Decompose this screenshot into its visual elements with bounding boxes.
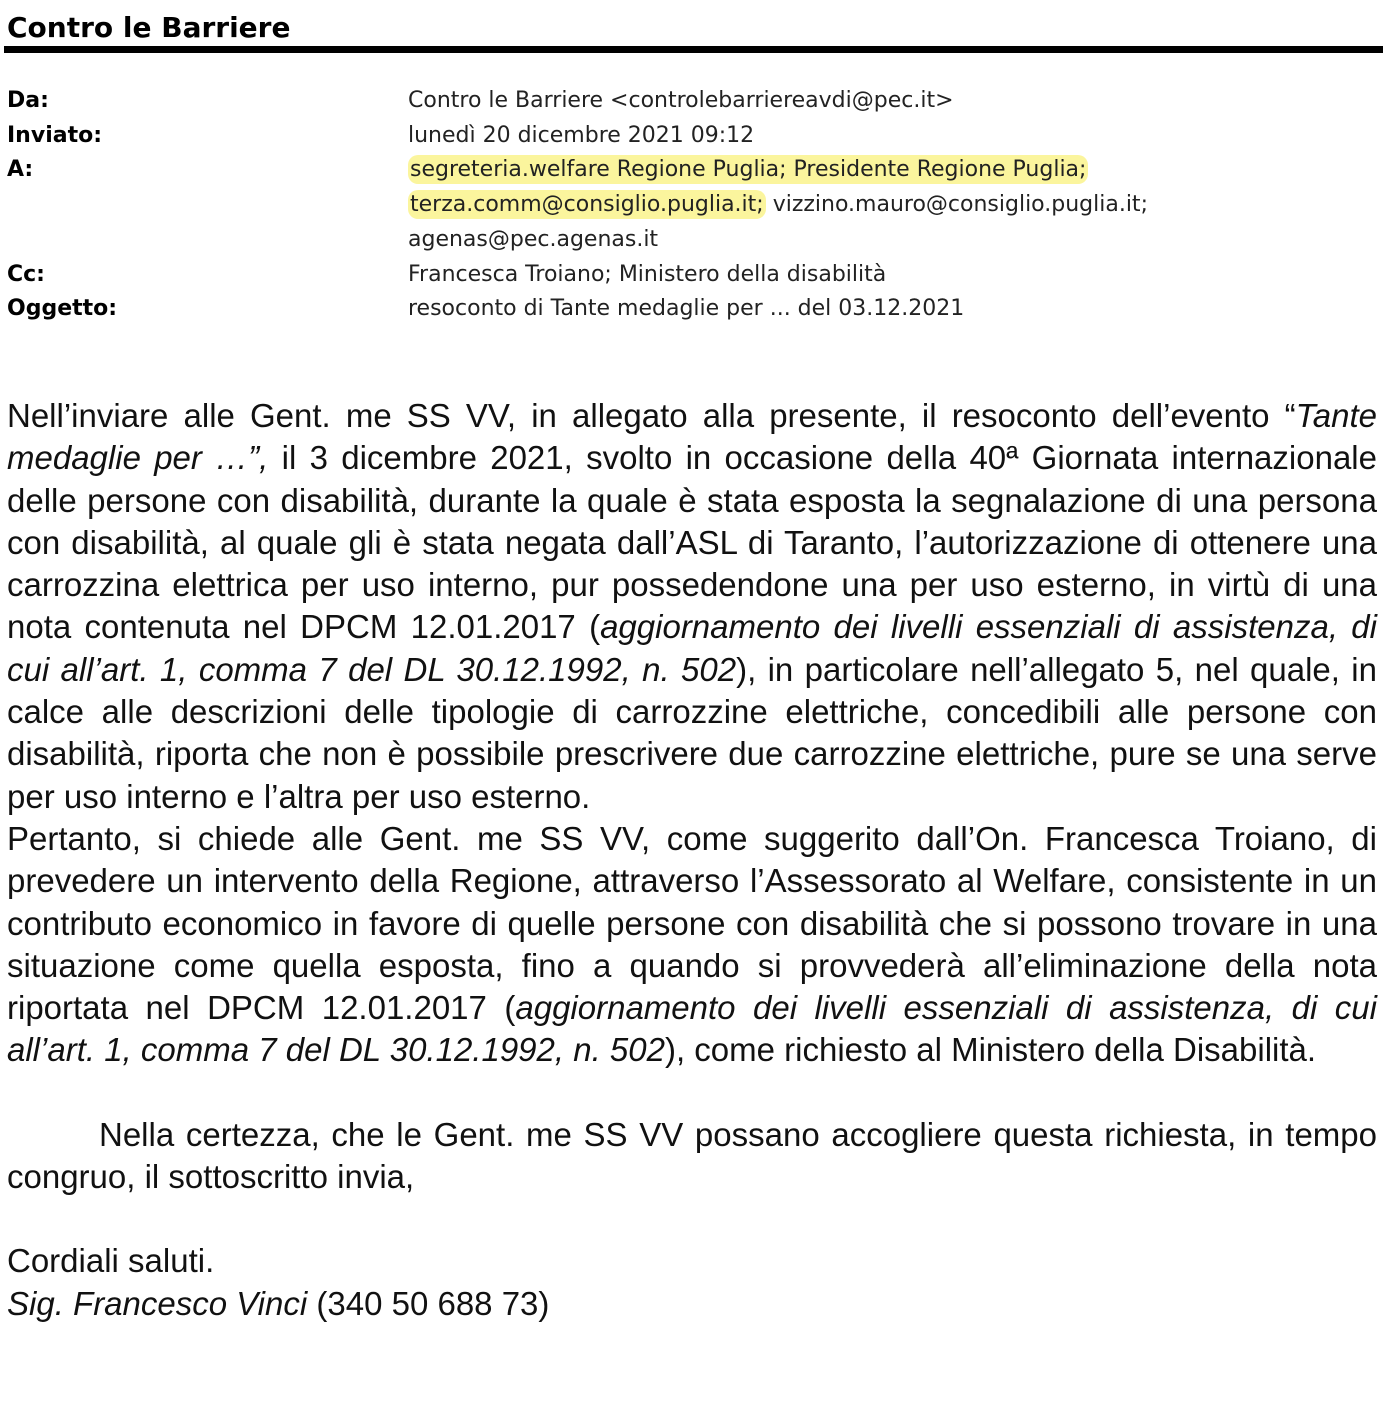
from-value: Contro le Barriere <controlebarriereavdi@pec.it> — [408, 88, 954, 113]
sent-value: lunedì 20 dicembre 2021 09:12 — [408, 122, 755, 148]
body-paragraph-2 — [7, 818, 1377, 1072]
p1-text-e: ), in particolare nell’allegato 5, nel quale, in calce alle descrizioni delle tipologie di carrozzine elettriche, concedibili alle persone con disabilità, riporta che non è possibile prescrivere due carrozzine elettriche, pure se una serve per uso interno e l’altra per uso esterno. — [7, 650, 1377, 815]
to-line-3: agenas@pec.agenas.it — [408, 226, 659, 252]
header-divider — [4, 46, 1383, 53]
subject-label: Oggetto: — [7, 296, 118, 322]
cc-value: Francesca Troiano; Ministero della disabilità — [408, 261, 887, 287]
p2-text-a: Pertanto, si chiede alle Gent. me SS VV, come suggerito dall’On. Francesca Troiano, di prevedere un intervento della Regione, attraverso l’Assessorato al Welfare, consistente in un contributo economico in favore di quelle persone con disabilità che si possono trovare in una situazione come quella esposta, fino a quando si provvederà all’eliminazione della nota riportata nel DPCM 12.01.2017 ( — [7, 819, 1377, 1027]
p1-decree-title: aggiornamento dei livelli essenziali di assistenza, di cui all’art. 1, comma 7 del DL 30.12.1992, n. 502 — [7, 608, 1377, 688]
to-line-2 — [408, 188, 1377, 223]
closing: Cordiali saluti. — [7, 1242, 215, 1280]
to-row — [7, 153, 1377, 257]
body-paragraph-1 — [7, 395, 1377, 818]
cc-label: Cc: — [7, 261, 45, 287]
p1-text-a: Nell’inviare alle Gent. me SS VV, in allegato alla presente, il resoconto dell’evento “ — [7, 397, 1296, 434]
from-label: Da: — [7, 88, 49, 113]
signature-phone: (340 50 688 73) — [307, 1284, 550, 1322]
to-label: A: — [7, 157, 34, 183]
from-row — [7, 84, 1377, 119]
p2-decree-title: aggiornamento dei livelli essenziali di assistenza, di cui all’art. 1, comma 7 del DL 30.12.1992, n. 502 — [7, 989, 1377, 1069]
subject-value: resoconto di Tante medaglie per ... del 03.12.2021 — [408, 296, 965, 322]
signature-name: Sig. Francesco Vinci — [7, 1284, 308, 1322]
to-value — [408, 153, 1377, 257]
p2-text-c: ), come richiesto al Ministero della Disabilità. — [664, 1031, 1317, 1069]
mailbox-title: Contro le Barriere — [7, 11, 291, 44]
to-line-1 — [408, 153, 1377, 188]
email-body — [7, 395, 1377, 1325]
body-paragraph-3: Nella certezza, che le Gent. me SS VV possano accogliere questa richiesta, in tempo congruo, il sottoscritto invia, — [7, 1115, 1377, 1196]
highlighted-recipient: terza.comm@consiglio.puglia.it; — [410, 192, 764, 218]
p1-event-name: Tante medaglie per …”, — [7, 397, 1377, 477]
subject-row — [7, 292, 1377, 327]
sent-row — [7, 119, 1377, 154]
recipient-text: vizzino.mauro@consiglio.puglia.it; — [765, 192, 1148, 218]
signature — [7, 1283, 1377, 1325]
email-header — [7, 84, 1377, 327]
sent-label: Inviato: — [7, 122, 103, 148]
cc-row — [7, 258, 1377, 293]
p1-text-c: il 3 dicembre 2021, svolto in occasione della 40ª Giornata internazionale delle persone con disabilità, durante la quale è stata esposta la segnalazione di una persona con disabilità, al quale gli è stata negata dall’ASL di Taranto, l’autorizzazione di ottenere una carrozzina elettrica per uso interno, pur possedendone una per uso esterno, in virtù di una nota contenuta nel DPCM 12.01.2017 ( — [7, 439, 1377, 646]
highlighted-recipients: segreteria.welfare Regione Puglia; Presidente Regione Puglia; — [410, 157, 1087, 183]
